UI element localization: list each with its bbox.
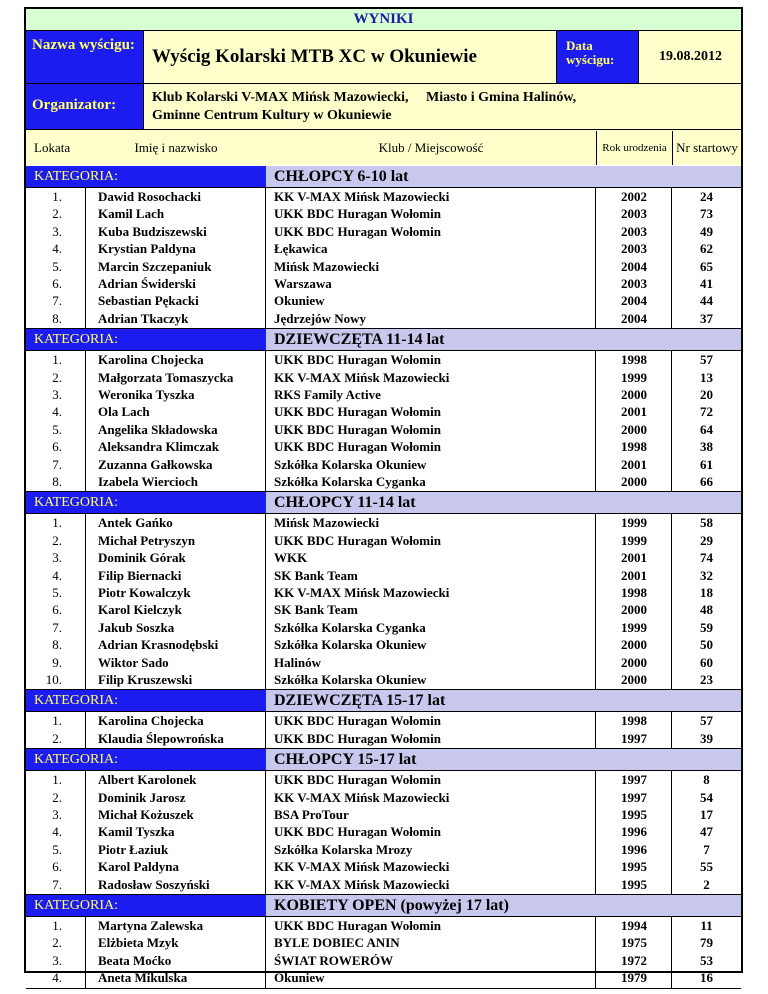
rider-birth-year: 1999 <box>621 619 647 635</box>
rider-name: Dominik Jarosz <box>98 789 186 805</box>
result-position: 4. <box>52 404 62 420</box>
result-position: 3. <box>52 223 62 239</box>
table-row <box>26 292 741 309</box>
race-date: 19.08.2012 <box>659 49 722 64</box>
rider-name: Beata Moćko <box>98 952 172 968</box>
rider-start-number: 79 <box>700 935 713 951</box>
rider-start-number: 62 <box>700 241 713 257</box>
rider-name: Adrian Tkaczyk <box>98 310 189 326</box>
header-number: Nr startowy <box>672 131 741 165</box>
result-position: 5. <box>52 841 62 857</box>
rider-birth-year: 1998 <box>621 584 647 600</box>
result-position: 7. <box>52 456 62 472</box>
category-header <box>26 895 741 916</box>
rider-start-number: 20 <box>700 386 713 402</box>
table-row <box>26 240 741 257</box>
result-position: 2. <box>52 935 62 951</box>
rider-club: KK V-MAX Mińsk Mazowiecki <box>274 859 450 875</box>
table-row <box>26 351 741 368</box>
rider-name: Ola Lach <box>98 404 150 420</box>
rider-start-number: 57 <box>700 713 713 729</box>
rider-club: Łękawica <box>274 241 328 257</box>
rider-club: UKK BDC Huragan Wołomin <box>274 918 441 933</box>
rider-birth-year: 2000 <box>621 386 647 402</box>
rider-club: RKS Family Active <box>274 386 381 402</box>
rider-club: KK V-MAX Mińsk Mazowiecki <box>274 369 450 385</box>
header-position: Lokata <box>34 140 71 155</box>
table-row <box>26 514 741 531</box>
rider-start-number: 29 <box>700 532 713 548</box>
table-row <box>26 730 741 747</box>
rider-birth-year: 2004 <box>621 258 647 274</box>
rider-club: Szkółka Kolarska Mrozy <box>274 841 413 857</box>
rider-birth-year: 2004 <box>621 293 647 309</box>
result-position: 9. <box>52 654 62 670</box>
result-position: 4. <box>52 824 62 840</box>
category-results <box>26 351 741 491</box>
rider-club: Jędrzejów Nowy <box>274 310 367 326</box>
rider-birth-year: 1997 <box>621 730 647 746</box>
category-header <box>26 690 741 711</box>
rider-club: Szkółka Kolarska Okuniew <box>274 456 427 472</box>
rider-name: Antek Gańko <box>98 515 173 531</box>
rider-birth-year: 2000 <box>621 421 647 437</box>
rider-start-number: 65 <box>700 258 713 274</box>
rider-start-number: 11 <box>700 918 713 933</box>
rider-birth-year: 1999 <box>621 515 647 531</box>
rider-start-number: 72 <box>700 404 713 420</box>
rider-start-number: 50 <box>700 637 713 653</box>
rider-club: Mińsk Mazowiecki <box>274 258 380 274</box>
rider-name: Radosław Soszyński <box>98 876 210 892</box>
rider-birth-year: 1979 <box>621 970 647 986</box>
rider-name: Kamil Lach <box>98 206 165 222</box>
rider-name: Michał Petryszyn <box>98 532 196 548</box>
rider-name: Zuzanna Gałkowska <box>98 456 213 472</box>
race-name: Wyścig Kolarski MTB XC w Okuniewie <box>152 46 477 67</box>
rider-birth-year: 2000 <box>621 473 647 489</box>
rider-club: BYLE DOBIEC ANIN <box>274 935 400 951</box>
rider-name: Karol Paldyna <box>98 859 180 875</box>
organizer-line-1: Klub Kolarski V-MAX Mińsk Mazowiecki, Miasto i Gmina Halinów, <box>152 90 577 105</box>
rider-name: Adrian Świderski <box>98 275 196 291</box>
rider-club: Szkółka Kolarska Okuniew <box>274 671 427 687</box>
rider-club: Szkółka Kolarska Cyganka <box>274 619 426 635</box>
rider-club: SK Bank Team <box>274 567 358 583</box>
category-name: CHŁOPCY 6-10 lat <box>274 168 409 185</box>
table-row <box>26 654 741 671</box>
rider-birth-year: 1998 <box>621 713 647 729</box>
table-row <box>26 223 741 240</box>
rider-birth-year: 1998 <box>621 352 647 368</box>
table-row <box>26 806 741 823</box>
rider-name: Weronika Tyszka <box>98 386 195 402</box>
category-label: KATEGORIA: <box>26 329 266 350</box>
rider-club: UKK BDC Huragan Wołomin <box>274 772 441 788</box>
header-name: Imię i nazwisko <box>134 140 218 155</box>
rider-club: Okuniew <box>274 970 325 986</box>
result-position: 6. <box>52 859 62 875</box>
category-name: DZIEWCZĘTA 11-14 lat <box>274 331 445 349</box>
table-header <box>26 131 741 165</box>
rider-start-number: 61 <box>700 456 713 472</box>
rider-birth-year: 2001 <box>621 456 647 472</box>
table-row <box>26 310 741 327</box>
category-name: CHŁOPCY 11-14 lat <box>274 494 416 512</box>
result-position: 8. <box>52 637 62 653</box>
rider-name: Piotr Łaziuk <box>98 841 169 857</box>
table-row <box>26 841 741 858</box>
result-position: 6. <box>52 275 62 291</box>
result-position: 10. <box>45 671 62 687</box>
result-position: 5. <box>52 258 62 274</box>
rider-birth-year: 1994 <box>621 918 647 933</box>
rider-birth-year: 2000 <box>621 602 647 618</box>
rider-start-number: 32 <box>700 567 713 583</box>
result-position: 3. <box>52 952 62 968</box>
rider-birth-year: 2004 <box>621 310 647 326</box>
rider-start-number: 38 <box>700 439 713 455</box>
race-date-label: Data wyścigu: <box>556 31 638 83</box>
result-position: 1. <box>52 515 62 531</box>
result-position: 8. <box>52 473 62 489</box>
result-position: 1. <box>52 189 62 204</box>
category-label: KATEGORIA: <box>26 166 266 187</box>
rider-start-number: 53 <box>700 952 713 968</box>
result-position: 4. <box>52 241 62 257</box>
rider-name: Izabela Wiercioch <box>98 473 199 489</box>
table-row <box>26 771 741 788</box>
rider-club: Okuniew <box>274 293 325 309</box>
table-row <box>26 601 741 618</box>
rider-club: UKK BDC Huragan Wołomin <box>274 439 441 455</box>
rider-birth-year: 2000 <box>621 671 647 687</box>
rider-club: UKK BDC Huragan Wołomin <box>274 421 441 437</box>
rider-start-number: 18 <box>700 584 713 600</box>
table-row <box>26 421 741 438</box>
table-row <box>26 712 741 729</box>
rider-birth-year: 1972 <box>621 952 647 968</box>
table-row <box>26 369 741 386</box>
table-row <box>26 258 741 275</box>
rider-birth-year: 1997 <box>621 789 647 805</box>
rider-birth-year: 2003 <box>621 275 647 291</box>
rider-club: Halinów <box>274 654 321 670</box>
result-position: 3. <box>52 806 62 822</box>
rider-start-number: 37 <box>700 310 713 326</box>
category-header <box>26 329 741 350</box>
rider-club: UKK BDC Huragan Wołomin <box>274 730 441 746</box>
table-row <box>26 188 741 205</box>
rider-name: Michał Kożuszek <box>98 806 194 822</box>
rider-start-number: 23 <box>700 671 713 687</box>
rider-start-number: 44 <box>700 293 713 309</box>
rider-start-number: 54 <box>700 789 713 805</box>
rider-birth-year: 1995 <box>621 876 647 892</box>
rider-start-number: 41 <box>700 275 713 291</box>
rider-birth-year: 1999 <box>621 532 647 548</box>
rider-name: Sebastian Pękacki <box>98 293 199 309</box>
rider-birth-year: 1996 <box>621 824 647 840</box>
table-row <box>26 671 741 688</box>
rider-start-number: 48 <box>700 602 713 618</box>
rider-club: KK V-MAX Mińsk Mazowiecki <box>274 584 450 600</box>
result-position: 2. <box>52 369 62 385</box>
rider-birth-year: 1995 <box>621 806 647 822</box>
rider-name: Marcin Szczepaniuk <box>98 258 212 274</box>
organizer-text <box>144 83 744 129</box>
table-row <box>26 403 741 420</box>
rider-birth-year: 1996 <box>621 841 647 857</box>
rider-name: Adrian Krasnodębski <box>98 637 219 653</box>
rider-start-number: 73 <box>700 206 713 222</box>
rider-start-number: 55 <box>700 859 713 875</box>
rider-name: Elżbieta Mzyk <box>98 935 179 951</box>
rider-club: Szkółka Kolarska Cyganka <box>274 473 426 489</box>
rider-name: Albert Karolonek <box>98 772 197 788</box>
category-header <box>26 492 741 513</box>
rider-club: UKK BDC Huragan Wołomin <box>274 352 441 368</box>
rider-club: UKK BDC Huragan Wołomin <box>274 824 441 840</box>
table-row <box>26 549 741 566</box>
rider-club: KK V-MAX Mińsk Mazowiecki <box>274 876 450 892</box>
header-year: Rok urodzenia <box>596 131 672 165</box>
rider-birth-year: 2001 <box>621 404 647 420</box>
rider-club: UKK BDC Huragan Wołomin <box>274 532 441 548</box>
result-position: 7. <box>52 619 62 635</box>
table-row <box>26 438 741 455</box>
result-position: 7. <box>52 293 62 309</box>
category-results <box>26 712 741 748</box>
table-row <box>26 532 741 549</box>
result-position: 5. <box>52 421 62 437</box>
organizer-label: Organizator: <box>26 83 143 129</box>
rider-birth-year: 2000 <box>621 637 647 653</box>
results-title: WYNIKI <box>26 9 741 31</box>
rider-start-number: 57 <box>700 352 713 368</box>
result-position: 2. <box>52 206 62 222</box>
rider-name: Karolina Chojecka <box>98 352 204 368</box>
rider-start-number: 58 <box>700 515 713 531</box>
table-row <box>26 619 741 636</box>
rider-name: Aleksandra Klimczak <box>98 439 219 455</box>
rider-name: Dominik Górak <box>98 550 186 566</box>
table-row <box>26 858 741 875</box>
rider-club: Warszawa <box>274 275 332 291</box>
rider-birth-year: 2000 <box>621 654 647 670</box>
category-name: DZIEWCZĘTA 15-17 lat <box>274 692 446 710</box>
category-label: KATEGORIA: <box>26 749 266 770</box>
rider-start-number: 66 <box>700 473 713 489</box>
table-row <box>26 275 741 292</box>
results-sheet <box>24 7 743 986</box>
rider-start-number: 7 <box>703 841 710 857</box>
rider-start-number: 74 <box>700 550 713 566</box>
result-position: 3. <box>52 386 62 402</box>
rider-name: Dawid Rosochacki <box>98 189 201 204</box>
rider-start-number: 47 <box>700 824 713 840</box>
result-position: 1. <box>52 772 62 788</box>
result-position: 1. <box>52 713 62 729</box>
rider-club: ŚWIAT ROWERÓW <box>274 952 394 968</box>
organizer-line-2: Gminne Centrum Kultury w Okuniewie <box>152 108 392 123</box>
table-row <box>26 386 741 403</box>
result-position: 3. <box>52 550 62 566</box>
table-row <box>26 876 741 893</box>
table-row <box>26 636 741 653</box>
result-position: 8. <box>52 310 62 326</box>
result-position: 2. <box>52 730 62 746</box>
rider-name: Krystian Paldyna <box>98 241 196 257</box>
rider-start-number: 17 <box>700 806 713 822</box>
rider-birth-year: 1997 <box>621 772 647 788</box>
rider-start-number: 49 <box>700 223 713 239</box>
category-results <box>26 771 741 894</box>
rider-club: UKK BDC Huragan Wołomin <box>274 206 441 222</box>
rider-club: Mińsk Mazowiecki <box>274 515 380 531</box>
result-position: 5. <box>52 584 62 600</box>
rider-name: Klaudia Ślepowrońska <box>98 730 224 746</box>
table-row <box>26 969 741 986</box>
table-row <box>26 917 741 934</box>
table-row <box>26 789 741 806</box>
rider-name: Małgorzata Tomaszycka <box>98 369 234 385</box>
rider-name: Martyna Zalewska <box>98 918 204 933</box>
result-position: 1. <box>52 918 62 933</box>
category-results <box>26 917 741 988</box>
rider-birth-year: 2003 <box>621 223 647 239</box>
table-row <box>26 567 741 584</box>
rider-name: Filip Kruszewski <box>98 671 193 687</box>
rider-name: Aneta Mikulska <box>98 970 188 986</box>
table-row <box>26 952 741 969</box>
result-position: 7. <box>52 876 62 892</box>
rider-name: Kamil Tyszka <box>98 824 175 840</box>
category-results <box>26 188 741 328</box>
category-name: CHŁOPCY 15-17 lat <box>274 751 417 769</box>
rider-name: Karol Kielczyk <box>98 602 182 618</box>
rider-start-number: 59 <box>700 619 713 635</box>
rider-club: KK V-MAX Mińsk Mazowiecki <box>274 789 450 805</box>
rider-club: UKK BDC Huragan Wołomin <box>274 713 441 729</box>
rider-start-number: 24 <box>700 189 713 204</box>
rider-birth-year: 1975 <box>621 935 647 951</box>
rider-name: Angelika Składowska <box>98 421 218 437</box>
rider-name: Jakub Soszka <box>98 619 175 635</box>
rider-start-number: 13 <box>700 369 713 385</box>
rider-start-number: 16 <box>700 970 713 986</box>
category-header <box>26 749 741 770</box>
rider-start-number: 60 <box>700 654 713 670</box>
rider-club: Szkółka Kolarska Okuniew <box>274 637 427 653</box>
table-row <box>26 473 741 490</box>
result-position: 4. <box>52 970 62 986</box>
rider-name: Karolina Chojecka <box>98 713 204 729</box>
rider-birth-year: 2001 <box>621 567 647 583</box>
rider-name: Piotr Kowalczyk <box>98 584 191 600</box>
rider-birth-year: 2003 <box>621 206 647 222</box>
category-label: KATEGORIA: <box>26 895 266 916</box>
category-name: KOBIETY OPEN (powyżej 17 lat) <box>274 897 509 914</box>
rider-name: Filip Biernacki <box>98 567 182 583</box>
rider-birth-year: 1995 <box>621 859 647 875</box>
rider-birth-year: 1999 <box>621 369 647 385</box>
rider-club: UKK BDC Huragan Wołomin <box>274 404 441 420</box>
rider-birth-year: 2001 <box>621 550 647 566</box>
rider-club: BSA ProTour <box>274 806 349 822</box>
table-row <box>26 584 741 601</box>
rider-start-number: 8 <box>703 772 710 788</box>
rider-club: KK V-MAX Mińsk Mazowiecki <box>274 189 450 204</box>
result-position: 1. <box>52 352 62 368</box>
result-position: 6. <box>52 439 62 455</box>
rider-club: SK Bank Team <box>274 602 358 618</box>
rider-start-number: 64 <box>700 421 713 437</box>
rider-club: UKK BDC Huragan Wołomin <box>274 223 441 239</box>
rider-club: WKK <box>274 550 308 566</box>
rider-name: Kuba Budziszewski <box>98 223 207 239</box>
result-position: 4. <box>52 567 62 583</box>
table-row <box>26 205 741 222</box>
rider-birth-year: 2003 <box>621 241 647 257</box>
table-row <box>26 456 741 473</box>
category-label: KATEGORIA: <box>26 492 266 513</box>
header-club: Klub / Miejscowość <box>378 140 484 155</box>
result-position: 6. <box>52 602 62 618</box>
category-results <box>26 514 741 689</box>
table-row <box>26 934 741 951</box>
rider-start-number: 39 <box>700 730 713 746</box>
rider-name: Wiktor Sado <box>98 654 169 670</box>
result-position: 2. <box>52 789 62 805</box>
result-position: 2. <box>52 532 62 548</box>
table-row <box>26 823 741 840</box>
category-header <box>26 166 741 187</box>
rider-birth-year: 2002 <box>621 189 647 204</box>
rider-start-number: 2 <box>703 876 710 892</box>
rider-birth-year: 1998 <box>621 439 647 455</box>
category-label: KATEGORIA: <box>26 690 266 711</box>
race-name-label: Nazwa wyścigu: <box>26 31 143 83</box>
